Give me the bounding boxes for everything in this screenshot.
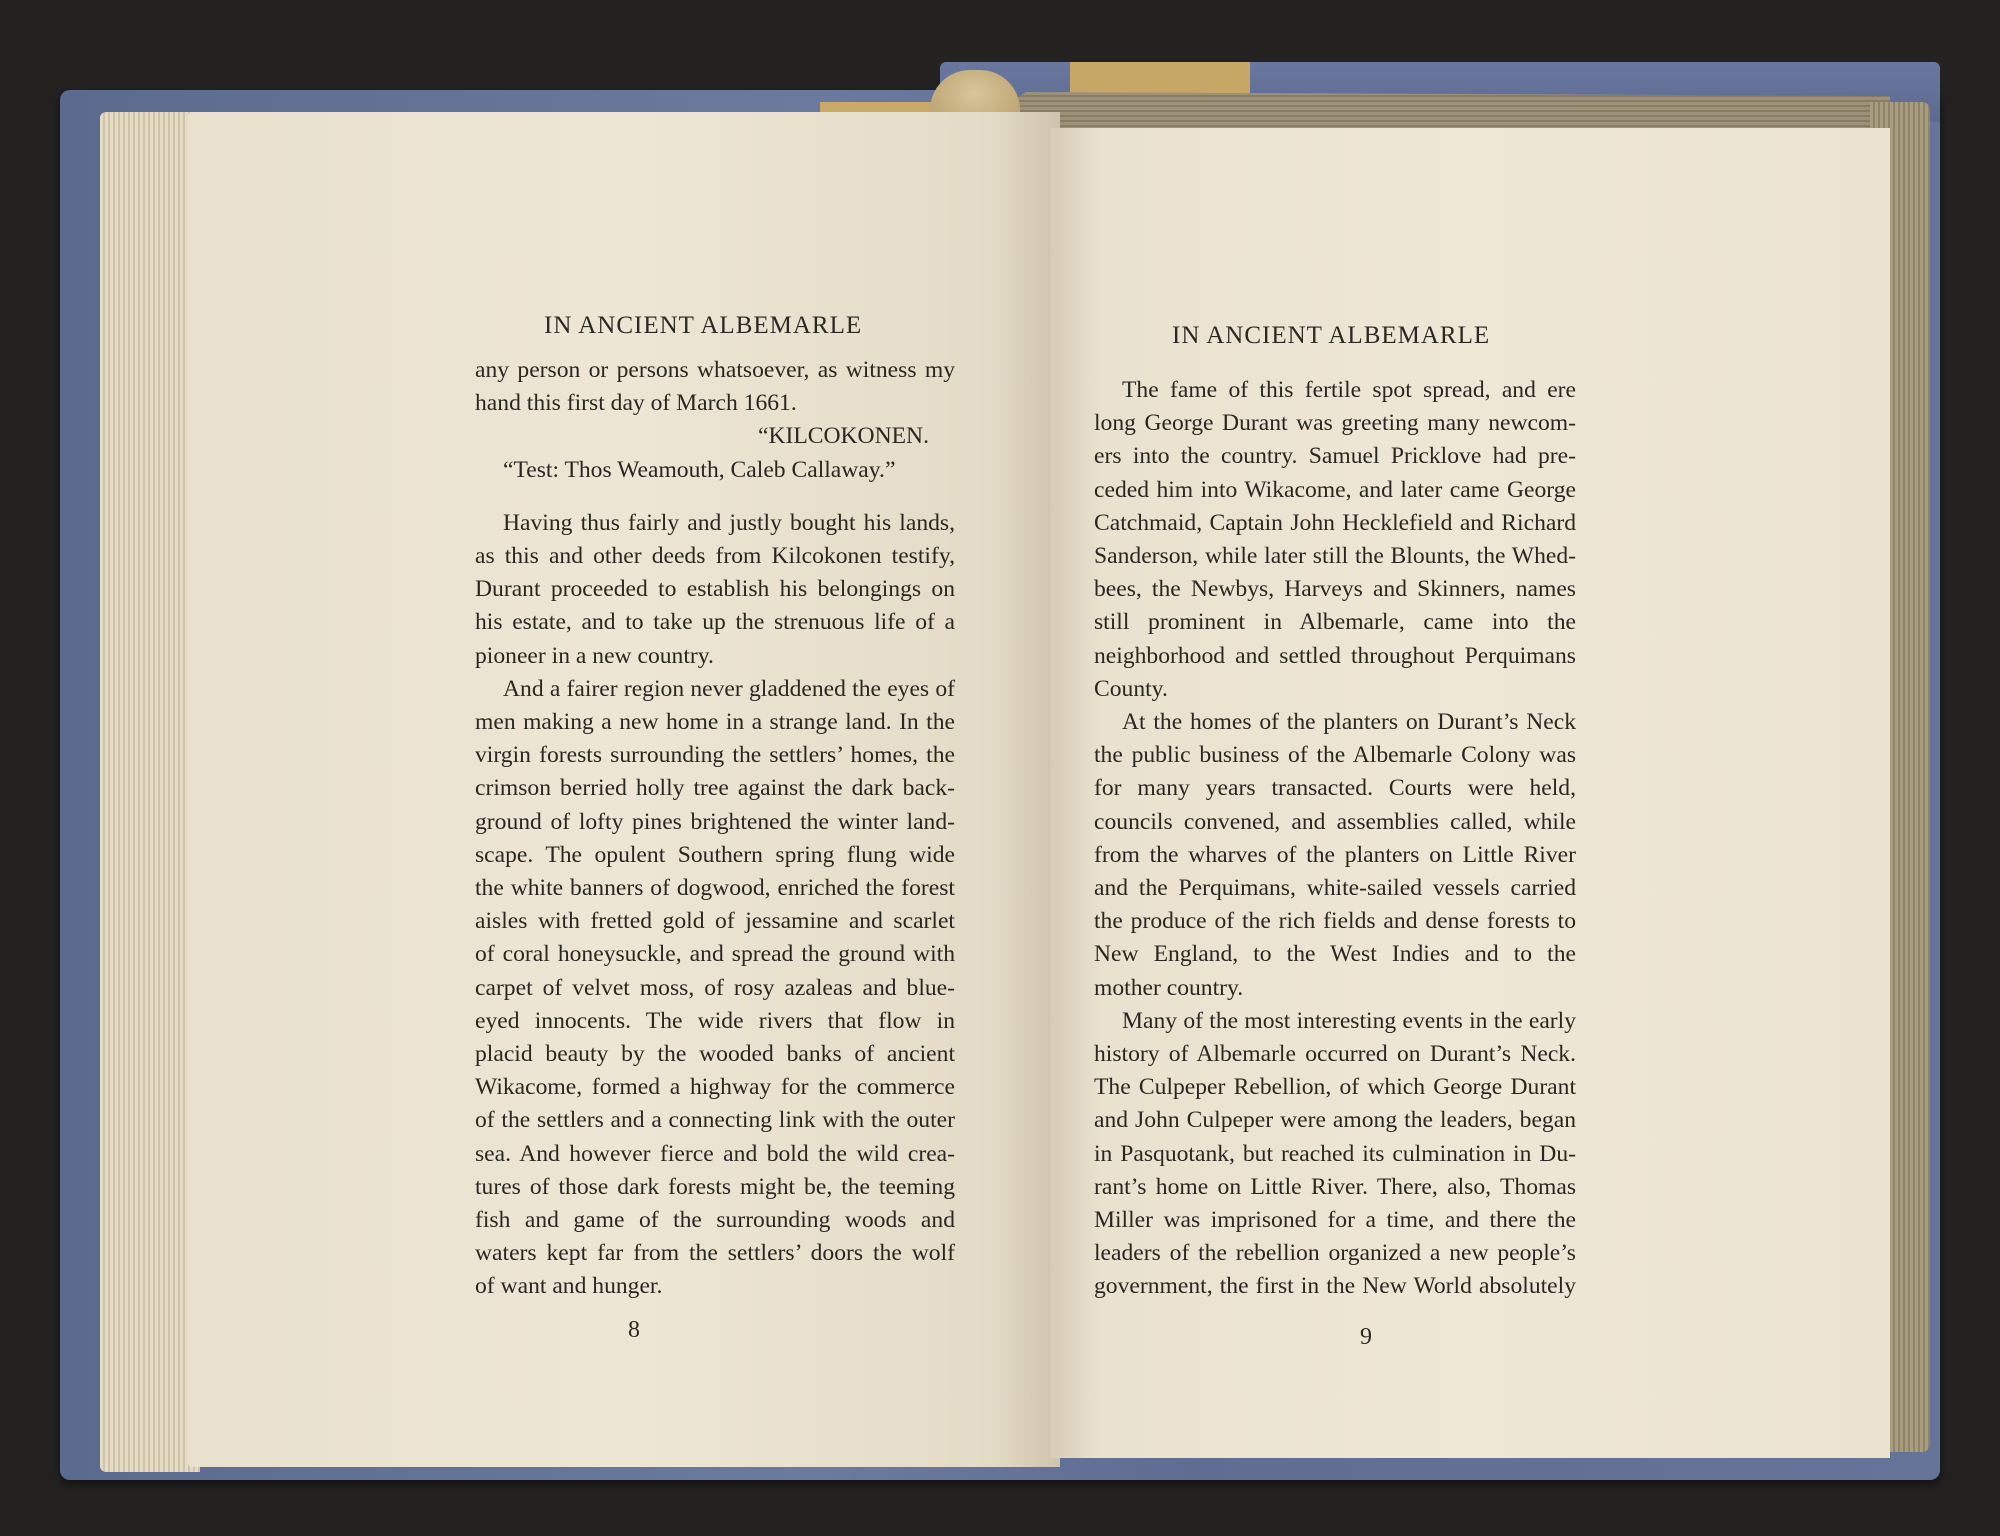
text-line: ceded him into Wikacome, and later came George bbox=[1094, 476, 1576, 503]
text-line: government, the first in the New World absolutely bbox=[1094, 1273, 1576, 1300]
text-line: history of Albemarle occurred on Durant’s Neck. bbox=[1094, 1041, 1576, 1068]
text-line: for many years transacted. Courts were held, bbox=[1094, 775, 1576, 802]
page-edges-top bbox=[990, 92, 1890, 132]
text-line: placid beauty by the wooded banks of ancient bbox=[475, 1041, 955, 1068]
text-line: still prominent in Albemarle, came into the bbox=[1094, 609, 1576, 636]
text-line: rant’s home on Little River. There, also, Thomas bbox=[1094, 1173, 1576, 1200]
text-line: At the homes of the planters on Durant’s Neck bbox=[1122, 709, 1576, 736]
text-line: as this and other deeds from Kilcokonen testify, bbox=[475, 543, 955, 570]
running-head: IN ANCIENT ALBEMARLE bbox=[1172, 322, 1491, 349]
text-line: crimson berried holly tree against the dark back- bbox=[475, 775, 955, 802]
text-line: Catchmaid, Captain John Hecklefield and Richard bbox=[1094, 509, 1576, 536]
text-line: of the settlers and a connecting link with the outer bbox=[475, 1107, 955, 1134]
text-line: of coral honeysuckle, and spread the ground with bbox=[475, 941, 955, 968]
text-line: eyed innocents. The wide rivers that flow in bbox=[475, 1007, 955, 1034]
text-line: Many of the most interesting events in the early bbox=[1122, 1007, 1576, 1034]
text-line: The fame of this fertile spot spread, and ere bbox=[1122, 377, 1576, 403]
left-page bbox=[188, 112, 1060, 1467]
text-line: men making a new home in a strange land. In the bbox=[475, 709, 955, 736]
text-line: hand this first day of March 1661. bbox=[475, 390, 797, 417]
text-line: long George Durant was greeting many newcom- bbox=[1094, 410, 1576, 437]
text-line: Having thus fairly and justly bought his lands, bbox=[503, 509, 955, 536]
page-number: 9 bbox=[1360, 1324, 1372, 1350]
text-line: the white banners of dogwood, enriched the forest bbox=[475, 875, 955, 902]
text-line: and John Culpeper were among the leaders, began bbox=[1094, 1107, 1576, 1134]
left-page-text bbox=[475, 354, 955, 1304]
text-line: bees, the Newbys, Harveys and Skinners, names bbox=[1094, 576, 1576, 603]
text-line: Durant proceeded to establish his belongings on bbox=[475, 576, 955, 603]
text-line: ers into the country. Samuel Pricklove had pre- bbox=[1094, 443, 1576, 470]
text-line: fish and game of the surrounding woods and bbox=[475, 1207, 955, 1234]
text-line: Sanderson, while later still the Blounts, the Whed- bbox=[1094, 543, 1576, 570]
text-line: County. bbox=[1094, 675, 1168, 702]
open-book bbox=[60, 62, 1944, 1482]
right-page bbox=[1050, 128, 1890, 1458]
text-line: in Pasquotank, but reached its culmination in Du- bbox=[1094, 1140, 1576, 1167]
text-line: pioneer in a new country. bbox=[475, 642, 714, 669]
text-line: “Test: Thos Weamouth, Caleb Callaway.” bbox=[503, 456, 896, 483]
page-edges-left bbox=[100, 112, 200, 1472]
text-line: the public business of the Albemarle Colony was bbox=[1094, 742, 1576, 769]
text-line: mother country. bbox=[1094, 974, 1244, 1001]
text-line: councils convened, and assemblies called, while bbox=[1094, 808, 1576, 835]
text-line: the produce of the rich fields and dense forests to bbox=[1094, 908, 1576, 935]
text-line: New England, to the West Indies and to the bbox=[1094, 941, 1576, 968]
running-head: IN ANCIENT ALBEMARLE bbox=[544, 312, 863, 339]
text-line: tures of those dark forests might be, the teeming bbox=[475, 1173, 955, 1200]
text-line: virgin forests surrounding the settlers’ homes, the bbox=[475, 742, 955, 769]
signature-line: “KILCOKONEN. bbox=[757, 423, 929, 450]
text-line: Miller was imprisoned for a time, and there the bbox=[1094, 1207, 1576, 1234]
text-line: leaders of the rebellion organized a new people’s bbox=[1094, 1240, 1576, 1267]
text-line: sea. And however fierce and bold the wild crea- bbox=[475, 1140, 955, 1167]
text-line: waters kept far from the settlers’ doors the wolf bbox=[475, 1240, 955, 1267]
text-line: And a fairer region never gladdened the eyes of bbox=[503, 675, 955, 702]
text-line: his estate, and to take up the strenuous life of a bbox=[475, 609, 955, 636]
page-number: 8 bbox=[628, 1317, 640, 1343]
text-line: aisles with fretted gold of jessamine and scarlet bbox=[475, 908, 955, 935]
text-line: and the Perquimans, white-sailed vessels carried bbox=[1094, 875, 1576, 902]
text-line: carpet of velvet moss, of rosy azaleas and blue- bbox=[475, 974, 955, 1001]
text-line: The Culpeper Rebellion, of which George Durant bbox=[1094, 1074, 1576, 1101]
text-line: scape. The opulent Southern spring flung wide bbox=[475, 841, 955, 868]
text-line: any person or persons whatsoever, as witness my bbox=[475, 357, 955, 383]
text-line: ground of lofty pines brightened the winter land- bbox=[475, 808, 955, 835]
text-line: of want and hunger. bbox=[475, 1273, 663, 1300]
text-line: Wikacome, formed a highway for the commerce bbox=[475, 1074, 955, 1101]
right-page-text bbox=[1094, 374, 1576, 1304]
text-line: from the wharves of the planters on Little River bbox=[1094, 841, 1576, 868]
text-line: neighborhood and settled throughout Perquimans bbox=[1094, 642, 1576, 669]
